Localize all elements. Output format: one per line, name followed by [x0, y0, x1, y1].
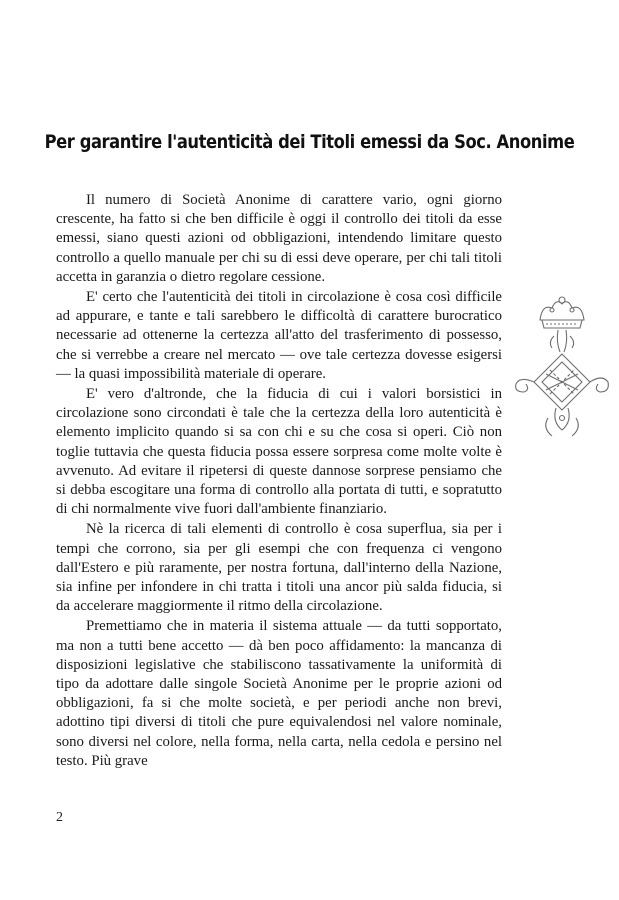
paragraph-5: Premettiamo che in materia il sistema attuale — da tutti sopportato, ma non a tutti bene accetto — dà ben poco affidamento: la mancanza di disposizioni legislative che stabiliscono tassativamente la uniformità di tipo da adottare dalle singole Società Anonime per le proprie azioni od obbligazioni, fa si che molte società, e per periodi anche non brevi, adottino tipi diversi di titoli che pure equivalendosi nel valore nominale, sono diversi nel colore, nella forma, nella carta, nella cedola e persino nel testo. Più grave: [56, 618, 502, 769]
paragraph-4: Nè la ricerca di tali elementi di controllo è cosa superflua, sia per i tempi che corrono, sia per gli esempi che con frequenza ci vengono dall'Estero e più raramente, per nostra fortuna, dall'interno della Nazione, sia infine per infondere in chi tratta i titoli una ancor più salda fiducia, si da accelerare maggiormente il ritmo della circolazione.: [56, 521, 502, 615]
paragraph-3: E' vero d'altronde, che la fiducia di cui i valori borsistici in circolazione sono circondati è tale che la certezza della loro autenticità è elemento implicito quando si sa con chi e su che cosa si operi. Ciò non toglie tuttavia che questa fiducia possa essere sorpresa come molte volte è avvenuto. Ad evitare il ripetersi di queste dannose sorprese pensiamo che si debba escogitare una forma di controllo alla portata di tutti, e sopratutto di chi normalmente vive fuori dall'ambiente finanziario.: [56, 386, 502, 518]
crowned-cross-emblem-icon: [512, 290, 612, 450]
paragraph-2: E' certo che l'autenticità dei titoli in circolazione è cosa così difficile ad appurare, e tante e tali sarebbero le difficoltà di carattere burocratico necessarie ad ottenerne la certezza all'atto del trasferimento di possesso, che si verrebbe a creare nel mercato — ove tale certezza dovesse esigersi — la quasi impossibilità materiale di operare.: [56, 289, 502, 382]
page-number: 2: [56, 810, 63, 825]
paragraph-1: Il numero di Società Anonime di carattere vario, ogni giorno crescente, ha fatto si che ben difficile è oggi il controllo dei titoli da esse emessi, siano questi azioni od obbligazioni, intendendo limitare questo controllo a quello manuale per chi su di essi deve operare, per chi tali titoli accetta in garanzia o dietro regolare cessione.: [56, 192, 502, 285]
page-title: Per garantire l'autenticità dei Titoli emessi da Soc. Anonime: [44, 130, 575, 153]
article-body: [56, 191, 502, 772]
